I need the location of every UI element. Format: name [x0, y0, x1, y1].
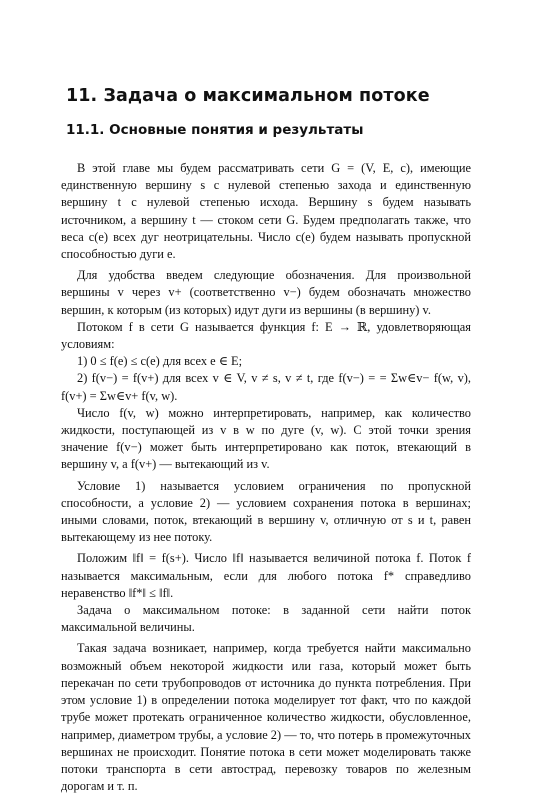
paragraph: 1) 0 ≤ f(e) ≤ c(e) для всех e ∈ E; — [77, 354, 243, 369]
body-text — [61, 160, 471, 795]
paragraph: Такая задача возникает, например, когда требуется найти максимально возможный объем некоторой жидкости или газа, который может быть перекачан по сети трубопроводов от источника до пункта потребления. При этом условие 1) в определении потока моделирует тот факт, что по каждой трубе может протекать ограниченное количество жидкости, обусловленное, например, диаметром трубы, а условие 2) — то, что потерь в промежуточных вершинах не происходит. Понятие потока в сети может моделировать также потоки транспорта в сети автострад, перевозку товаров по железным дорогам и т. п. — [61, 641, 471, 794]
paragraph: Положим ‖f‖ = f(s+). Число ‖f‖ называется величиной потока f. Поток f называется максимальным, если для любого потока f* справедливо неравенство ‖f*‖ ≤ ‖f‖. — [61, 551, 471, 600]
paragraph: Потоком f в сети G называется функция f: E → ℝ, удовлетворяющая условиям: — [61, 319, 471, 352]
paragraph: Число f(v, w) можно интерпретировать, например, как количество жидкости, поступающей из v в w по дуге (v, w). С этой точки зрения значение f(v−) может быть интерпретировано как поток, втекающий в вершину v, а f(v+) — вытекающий из v. — [61, 405, 471, 472]
chapter-title: 11. Задача о максимальном потоке — [66, 86, 430, 106]
paragraph: Для удобства введем следующие обозначения. Для произвольной вершины v через v+ (соответственно v−) будем обозначать множество вершин, к которым (из которых) идут дуги из вершины (в вершину) v. — [61, 268, 471, 317]
paragraph: Задача о максимальном потоке: в заданной сети найти поток максимальной величины. — [61, 603, 471, 635]
section-title: 11.1. Основные понятия и результаты — [66, 122, 364, 138]
paragraph: В этой главе мы будем рассматривать сети G = (V, E, c), имеющие единственную вершину s с нулевой степенью захода и единственную вершину t с нулевой степенью исхода. Вершину s будем называть источником, а вершину t — стоком сети G. Будем предполагать также, что веса c(e) всех дуг неотрицательны. Число c(e) будем называть пропускной способностью дуги e. — [61, 161, 471, 262]
paragraph: 2) f(v−) = f(v+) для всех v ∈ V, v ≠ s, v ≠ t, где f(v−) = = Σw∈v− f(w, v), f(v+) = Σw∈v+ f(v, w). — [61, 371, 471, 403]
paragraph: Условие 1) называется условием ограничения по пропускной способности, а условие 2) — условием сохранения потока в вершинах; иными словами, поток, втекающий в вершину v, отличную от s и t, равен вытекающему из нее потоку. — [61, 478, 471, 545]
